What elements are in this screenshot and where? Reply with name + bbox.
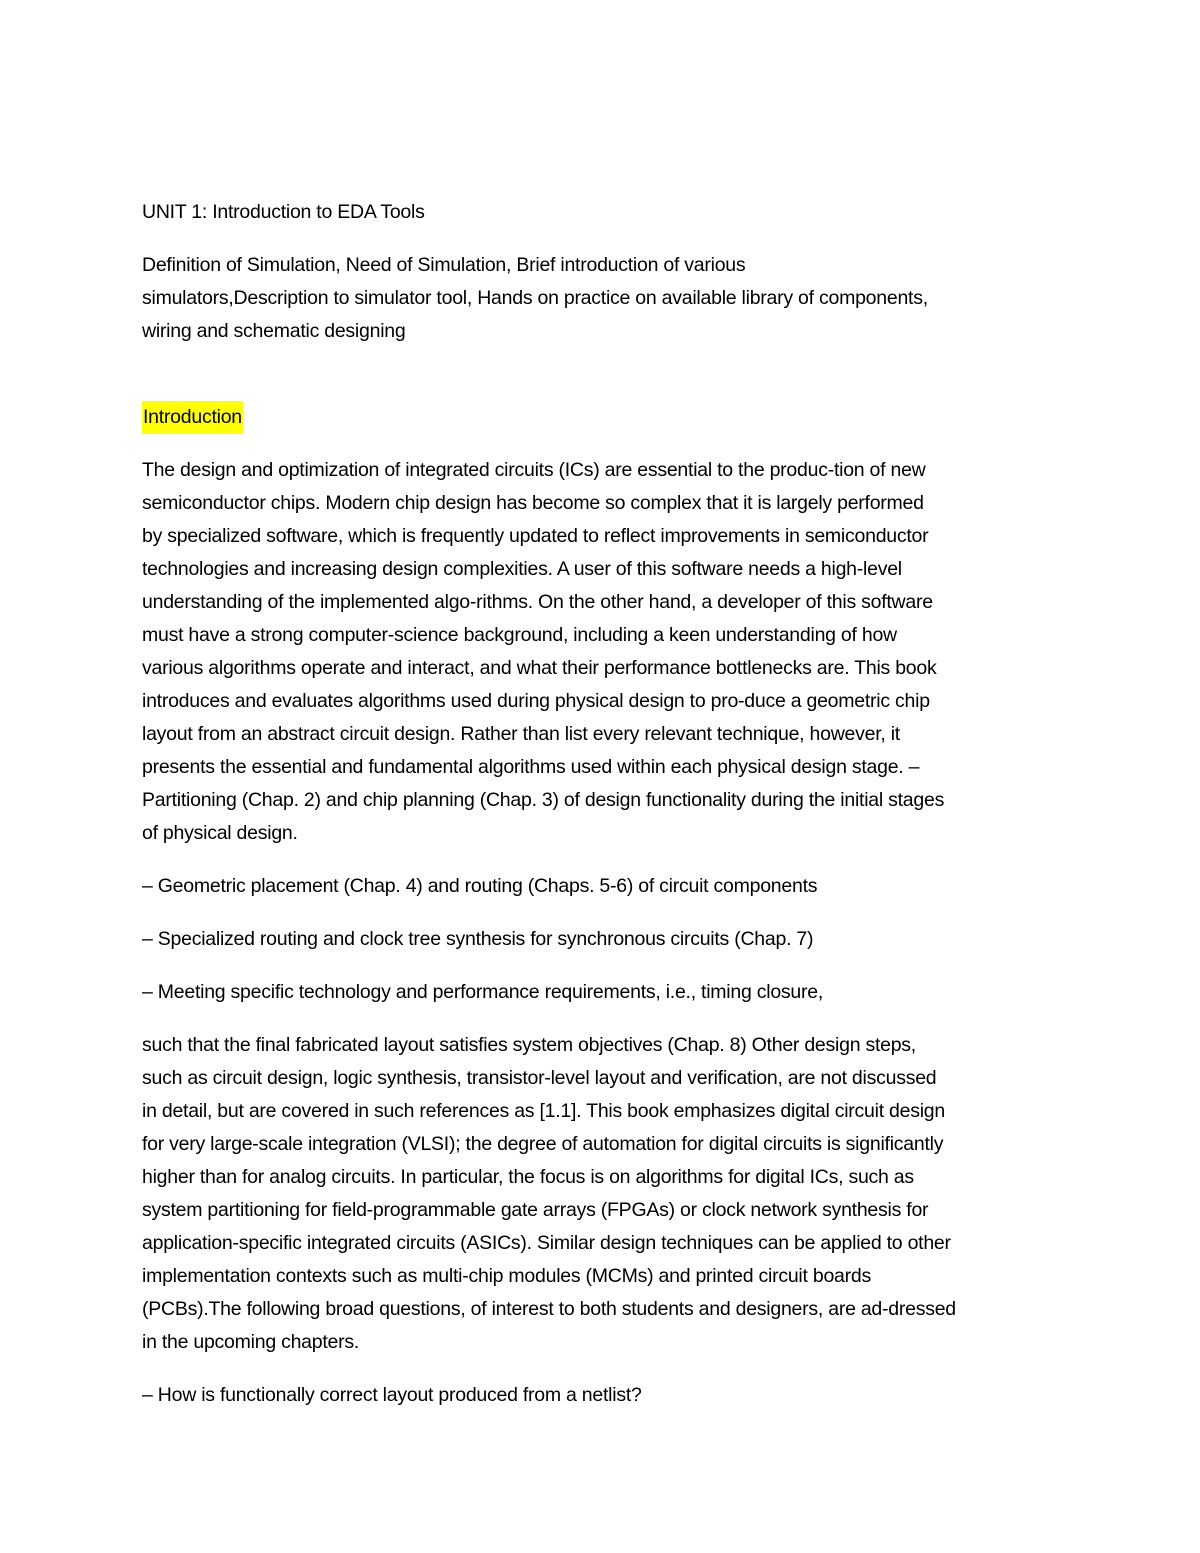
bullet-item: – Meeting specific technology and performance requirements, i.e., timing closure,: [142, 981, 824, 1003]
syllabus-text: Definition of Simulation, Need of Simulation, Brief introduction of various simulators,Description to simulator tool, Hands on practice on available library of components, wiring and schematic designing: [142, 254, 928, 342]
bullet-item: – Specialized routing and clock tree synthesis for synchronous circuits (Chap. 7): [142, 928, 814, 950]
bullet-item: – Geometric placement (Chap. 4) and routing (Chaps. 5-6) of circuit components: [142, 875, 818, 897]
intro-paragraph-2: such that the final fabricated layout satisfies system objectives (Chap. 8) Other design steps, such as circuit design, logic synthesis, transistor-level layout and verification, are not discussed in detail, but are covered in such references as [1.1]. This book emphasizes digital circuit design for very large-scale integration (VLSI); the degree of automation for digital circuits is significantly higher than for analog circuits. In particular, the focus is on algorithms for digital ICs, such as system partitioning for field-programmable gate arrays (FPGAs) or clock network synthesis for application-specific integrated circuits (ASICs). Similar design techniques can be applied to other implementation contexts such as multi-chip modules (MCMs) and printed circuit boards (PCBs).The following broad questions, of interest to both students and designers, are ad-dressed in the upcoming chapters.: [142, 1034, 956, 1353]
section-heading-introduction: Introduction: [142, 401, 243, 434]
unit-title: UNIT 1: Introduction to EDA Tools: [142, 201, 425, 223]
question-item: – How is functionally correct layout produced from a netlist?: [142, 1384, 642, 1406]
section-heading-line: [142, 368, 1072, 434]
document-page: [142, 196, 1072, 1432]
intro-paragraph-1: The design and optimization of integrated circuits (ICs) are essential to the produc-tion of new semiconductor chips. Modern chip design has become so complex that it is largely performed by specialized software, which is frequently updated to reflect improvements in semiconductor technologies and increasing design complexities. A user of this software needs a high-level understanding of the implemented algo-rithms. On the other hand, a developer of this software must have a strong computer-science background, including a keen understanding of how various algorithms operate and interact, and what their performance bottlenecks are. This book introduces and evaluates algorithms used during physical design to pro-duce a geometric chip layout from an abstract circuit design. Rather than list every relevant technique, however, it presents the essential and fundamental algorithms used within each physical design stage. – Partitioning (Chap. 2) and chip planning (Chap. 3) of design functionality during the initial stages of physical design.: [142, 459, 945, 844]
